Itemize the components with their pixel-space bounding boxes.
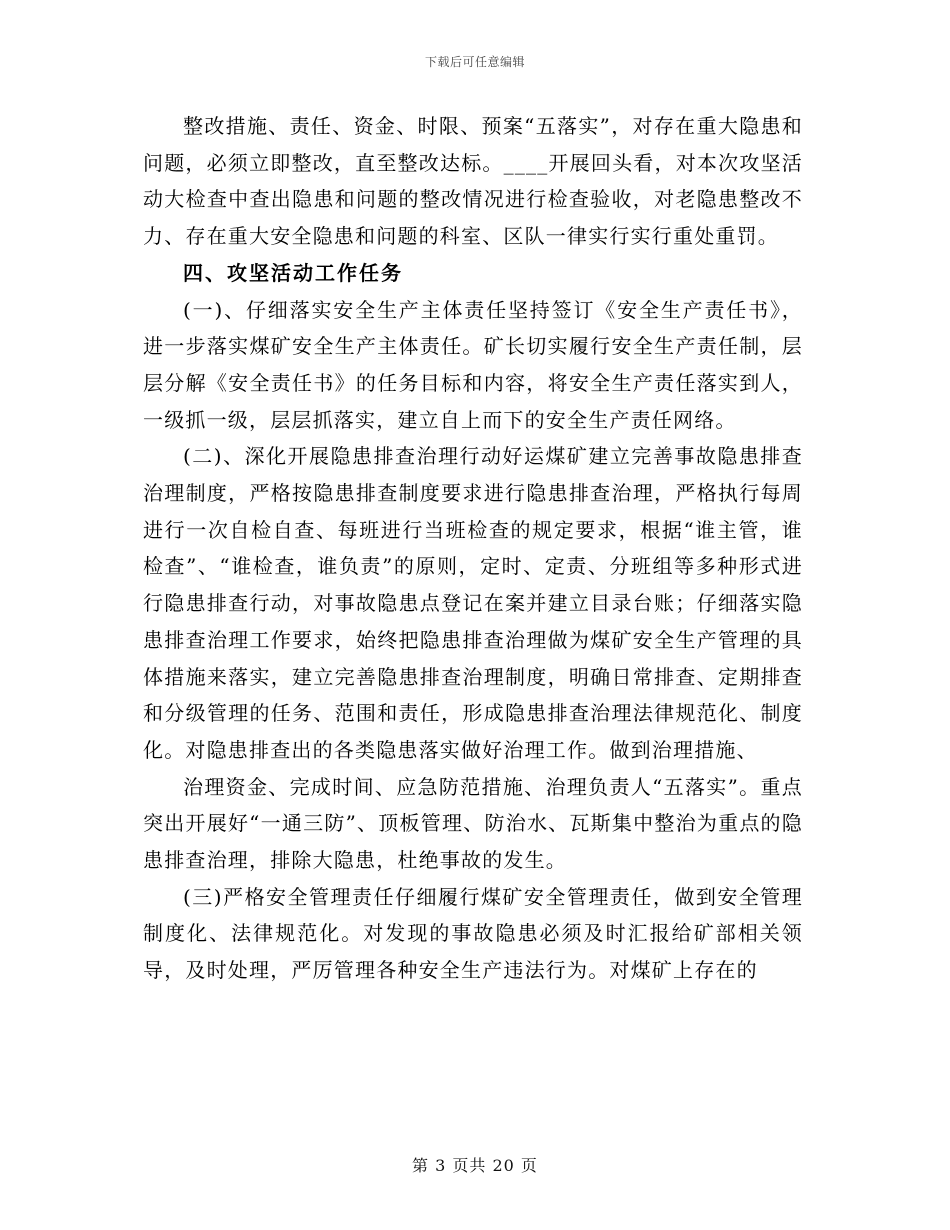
paragraph-task-two: (二)、深化开展隐患排查治理行动好运煤矿建立完善事故隐患排查治理制度，严格按隐患排查制度要求进行隐患排查治理，严格执行每周进行一次自检自查、每班进行当班检查的规定要求，根据“谁主管，谁检查”、“谁检查，谁负责”的原则，定时、定责、分班组等多种形式进行隐患排查行动，对事故隐患点登记在案并建立目录台账；仔细落实隐患排查治理工作要求，始终把隐患排查治理做为煤矿安全生产管理的具体措施来落实，建立完善隐患排查治理制度，明确日常排查、定期排查和分级管理的任务、范围和责任，形成隐患排查治理法律规范化、制度化。对隐患排查出的各类隐患落实做好治理工作。做到治理措施、 — [143, 444, 803, 762]
paragraph-task-two-continued: 治理资金、完成时间、应急防范措施、治理负责人“五落实”。重点突出开展好“一通三防”、顶板管理、防治水、瓦斯集中整治为重点的隐患排查治理，排除大隐患，杜绝事故的发生。 — [143, 774, 803, 873]
paragraph-rectification-measures: 整改措施、责任、资金、时限、预案“五落实”，对存在重大隐患和问题，必须立即整改，直至整改达标。____开展回头看，对本次攻坚活动大检查中查出隐患和问题的整改情况进行检查验收，对老隐患整改不力、存在重大安全隐患和问题的科室、区队一律实行实行重处重罚。 — [143, 114, 803, 249]
paragraph-task-one: (一)、仔细落实安全生产主体责任坚持签订《安全生产责任书》，进一步落实煤矿安全生产主体责任。矿长切实履行安全生产责任制，层层分解《安全责任书》的任务目标和内容，将安全生产责任落实到人，一级抓一级，层层抓落实，建立自上而下的安全生产责任网络。 — [143, 297, 803, 432]
document-body — [143, 108, 803, 989]
paragraph-task-three: (三)严格安全管理责任仔细履行煤矿安全管理责任，做到安全管理制度化、法律规范化。对发现的事故隐患必须及时汇报给矿部相关领导，及时处理，严厉管理各种安全生产违法行为。对煤矿上存在的 — [143, 884, 803, 983]
header-note: 下载后可任意编辑 — [424, 55, 525, 69]
page-number-footer: 第 3 页共 20 页 — [412, 1156, 538, 1175]
section-heading-tasks: 四、攻坚活动工作任务 — [183, 260, 403, 285]
